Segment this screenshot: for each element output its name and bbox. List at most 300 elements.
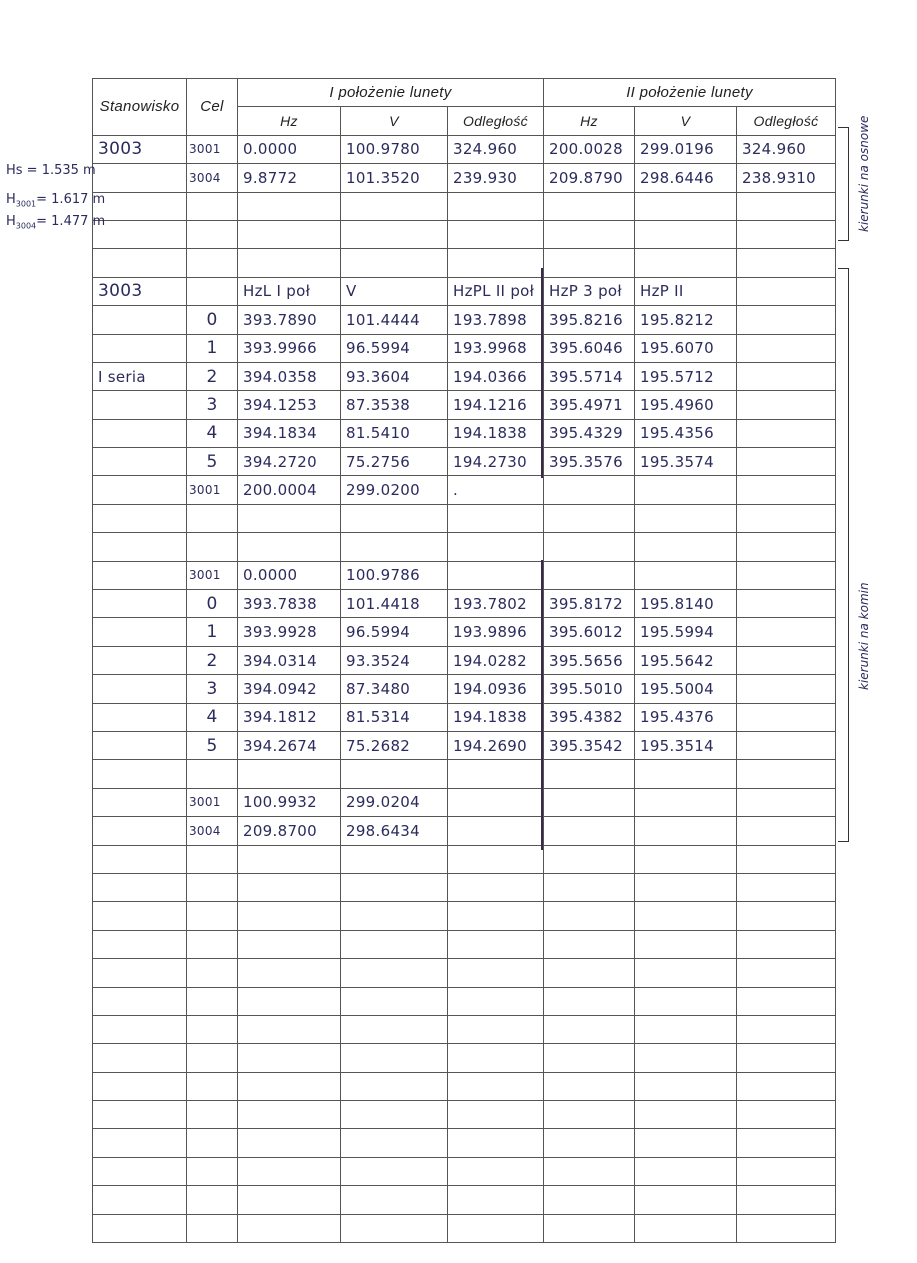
cell-stanowisko <box>93 646 187 674</box>
pen-divider-1 <box>541 268 543 478</box>
cell-odleglosc-1: 194.1838 <box>448 703 544 731</box>
cell-stanowisko <box>93 788 187 816</box>
cell-v-2 <box>635 959 737 987</box>
table-row <box>93 249 836 277</box>
cell-stanowisko <box>93 334 187 362</box>
cell-hz-2 <box>544 476 635 504</box>
cell-cel: 3004 <box>187 164 238 192</box>
cell-odleglosc-2 <box>737 1214 836 1242</box>
cell-cel: 3 <box>187 391 238 419</box>
cell-odleglosc-2 <box>737 1157 836 1185</box>
cell-cel <box>187 930 238 958</box>
cell-stanowisko <box>93 817 187 845</box>
cell-odleglosc-2 <box>737 788 836 816</box>
cell-stanowisko <box>93 1072 187 1100</box>
cell-odleglosc-1 <box>448 1157 544 1185</box>
header-hz-2: Hz <box>544 107 635 135</box>
cell-stanowisko <box>93 1157 187 1185</box>
cell-odleglosc-2 <box>737 675 836 703</box>
cell-hz-1: 394.0358 <box>238 362 341 390</box>
cell-odleglosc-2 <box>737 561 836 589</box>
cell-odleglosc-2 <box>737 731 836 759</box>
cell-stanowisko <box>93 164 187 192</box>
note-h3004-label: H <box>6 214 16 229</box>
cell-odleglosc-2 <box>737 220 836 248</box>
cell-v-2 <box>635 1157 737 1185</box>
cell-cel: 5 <box>187 731 238 759</box>
table-row <box>93 1157 836 1185</box>
cell-hz-1: 394.2674 <box>238 731 341 759</box>
cell-stanowisko <box>93 590 187 618</box>
cell-odleglosc-1: 194.0282 <box>448 646 544 674</box>
observation-table <box>92 78 836 1243</box>
note-h3004 <box>6 214 105 231</box>
cell-cel <box>187 533 238 561</box>
cell-odleglosc-2 <box>737 930 836 958</box>
cell-hz-1: 394.0942 <box>238 675 341 703</box>
cell-v-1 <box>341 249 448 277</box>
cell-v-2: 298.6446 <box>635 164 737 192</box>
cell-hz-2 <box>544 561 635 589</box>
header-odleglosc-1: Odległość <box>448 107 544 135</box>
cell-v-1: 100.9786 <box>341 561 448 589</box>
bracket-osnowa <box>838 127 849 241</box>
cell-v-2 <box>635 249 737 277</box>
table-row <box>93 845 836 873</box>
cell-cel <box>187 1015 238 1043</box>
table-row <box>93 220 836 248</box>
cell-odleglosc-2 <box>737 1186 836 1214</box>
table-row <box>93 164 836 192</box>
cell-cel: 3 <box>187 675 238 703</box>
cell-v-1: 87.3480 <box>341 675 448 703</box>
header-v-1: V <box>341 107 448 135</box>
cell-odleglosc-2 <box>737 249 836 277</box>
table-row <box>93 1015 836 1043</box>
cell-stanowisko <box>93 703 187 731</box>
cell-hz-2 <box>544 1044 635 1072</box>
table-row <box>93 703 836 731</box>
cell-hz-1 <box>238 1101 341 1129</box>
cell-hz-2 <box>544 1101 635 1129</box>
side-note-osnowe: kierunki na osnowe <box>857 115 871 232</box>
cell-v-2 <box>635 817 737 845</box>
cell-v-1 <box>341 220 448 248</box>
cell-stanowisko <box>93 476 187 504</box>
cell-stanowisko <box>93 902 187 930</box>
cell-odleglosc-1: 193.7898 <box>448 306 544 334</box>
cell-odleglosc-2: 324.960 <box>737 135 836 163</box>
cell-odleglosc-2 <box>737 646 836 674</box>
cell-odleglosc-2 <box>737 1072 836 1100</box>
note-hs: Hs = 1.535 m <box>6 163 96 178</box>
cell-cel <box>187 760 238 788</box>
cell-hz-2 <box>544 1129 635 1157</box>
cell-stanowisko <box>93 618 187 646</box>
header-group-1: I położenie lunety <box>238 79 544 107</box>
cell-odleglosc-1 <box>448 1101 544 1129</box>
header-group-2: II położenie lunety <box>544 79 836 107</box>
cell-cel <box>187 277 238 305</box>
cell-v-1 <box>341 845 448 873</box>
cell-hz-2 <box>544 1214 635 1242</box>
cell-cel: 0 <box>187 590 238 618</box>
cell-hz-1 <box>238 902 341 930</box>
cell-hz-2 <box>544 845 635 873</box>
cell-cel <box>187 959 238 987</box>
cell-cel: 3001 <box>187 135 238 163</box>
cell-cel: 3001 <box>187 476 238 504</box>
cell-hz-1 <box>238 1072 341 1100</box>
cell-hz-2 <box>544 902 635 930</box>
cell-hz-2 <box>544 504 635 532</box>
cell-v-2: HzP II <box>635 277 737 305</box>
cell-hz-1 <box>238 249 341 277</box>
cell-cel <box>187 845 238 873</box>
cell-hz-1 <box>238 873 341 901</box>
cell-odleglosc-2 <box>737 902 836 930</box>
cell-hz-2 <box>544 533 635 561</box>
cell-v-1 <box>341 760 448 788</box>
cell-v-2 <box>635 504 737 532</box>
cell-v-2: 299.0196 <box>635 135 737 163</box>
cell-v-1: 87.3538 <box>341 391 448 419</box>
cell-stanowisko: I seria <box>93 362 187 390</box>
cell-v-2 <box>635 987 737 1015</box>
cell-v-1 <box>341 959 448 987</box>
cell-hz-2 <box>544 192 635 220</box>
table-row <box>93 1129 836 1157</box>
cell-cel <box>187 902 238 930</box>
cell-v-2: 195.5642 <box>635 646 737 674</box>
cell-cel <box>187 1214 238 1242</box>
cell-hz-1: 0.0000 <box>238 561 341 589</box>
cell-cel <box>187 1157 238 1185</box>
cell-cel: 0 <box>187 306 238 334</box>
table-row <box>93 135 836 163</box>
table-row <box>93 192 836 220</box>
header-hz-1: Hz <box>238 107 341 135</box>
cell-odleglosc-2 <box>737 277 836 305</box>
cell-v-2 <box>635 1186 737 1214</box>
table-row <box>93 873 836 901</box>
cell-hz-2 <box>544 1072 635 1100</box>
cell-odleglosc-1: HzPL II poł <box>448 277 544 305</box>
table-row <box>93 334 836 362</box>
cell-v-1 <box>341 1072 448 1100</box>
cell-hz-1 <box>238 220 341 248</box>
cell-v-2 <box>635 1101 737 1129</box>
cell-v-1 <box>341 1101 448 1129</box>
table-row <box>93 561 836 589</box>
pen-divider-2 <box>541 560 543 850</box>
cell-odleglosc-2 <box>737 845 836 873</box>
cell-hz-1: 393.7890 <box>238 306 341 334</box>
cell-hz-2: 395.6012 <box>544 618 635 646</box>
cell-hz-1: 0.0000 <box>238 135 341 163</box>
cell-odleglosc-2 <box>737 1044 836 1072</box>
cell-odleglosc-2 <box>737 1129 836 1157</box>
note-h3004-sub: 3004 <box>15 221 37 231</box>
cell-odleglosc-1 <box>448 902 544 930</box>
table-row <box>93 306 836 334</box>
table-row <box>93 788 836 816</box>
cell-v-1 <box>341 930 448 958</box>
header-v-2: V <box>635 107 737 135</box>
cell-cel: 1 <box>187 334 238 362</box>
cell-hz-2: 200.0028 <box>544 135 635 163</box>
cell-odleglosc-1: 193.7802 <box>448 590 544 618</box>
cell-cel: 5 <box>187 448 238 476</box>
cell-v-1: 101.4444 <box>341 306 448 334</box>
cell-v-2: 195.8212 <box>635 306 737 334</box>
cell-cel: 2 <box>187 646 238 674</box>
cell-stanowisko <box>93 306 187 334</box>
cell-hz-1 <box>238 192 341 220</box>
cell-v-2 <box>635 845 737 873</box>
table-row <box>93 987 836 1015</box>
cell-v-2 <box>635 476 737 504</box>
cell-v-1: 93.3524 <box>341 646 448 674</box>
cell-stanowisko <box>93 391 187 419</box>
table-row <box>93 533 836 561</box>
cell-odleglosc-2 <box>737 873 836 901</box>
cell-v-2 <box>635 1129 737 1157</box>
cell-hz-1 <box>238 1186 341 1214</box>
cell-cel <box>187 504 238 532</box>
cell-hz-2: 395.8172 <box>544 590 635 618</box>
table-row <box>93 476 836 504</box>
cell-stanowisko <box>93 533 187 561</box>
cell-hz-1 <box>238 930 341 958</box>
cell-stanowisko <box>93 1214 187 1242</box>
cell-odleglosc-2 <box>737 959 836 987</box>
cell-cel <box>187 192 238 220</box>
cell-v-2 <box>635 902 737 930</box>
cell-odleglosc-1 <box>448 845 544 873</box>
cell-odleglosc-2 <box>737 1015 836 1043</box>
cell-hz-1 <box>238 1157 341 1185</box>
table-row <box>93 959 836 987</box>
cell-hz-1: 394.1812 <box>238 703 341 731</box>
cell-hz-2 <box>544 873 635 901</box>
cell-odleglosc-2 <box>737 362 836 390</box>
cell-hz-1 <box>238 845 341 873</box>
cell-v-2 <box>635 192 737 220</box>
bracket-komin <box>838 268 849 842</box>
cell-v-2 <box>635 1044 737 1072</box>
cell-stanowisko <box>93 731 187 759</box>
cell-hz-2 <box>544 1015 635 1043</box>
cell-v-2: 195.4376 <box>635 703 737 731</box>
table-row <box>93 277 836 305</box>
table-row <box>93 675 836 703</box>
cell-hz-1: 394.1253 <box>238 391 341 419</box>
table-row <box>93 731 836 759</box>
cell-stanowisko <box>93 873 187 901</box>
cell-odleglosc-2 <box>737 391 836 419</box>
cell-v-1 <box>341 873 448 901</box>
cell-odleglosc-1 <box>448 533 544 561</box>
cell-stanowisko <box>93 448 187 476</box>
table-row <box>93 1044 836 1072</box>
cell-odleglosc-2 <box>737 618 836 646</box>
cell-odleglosc-2 <box>737 760 836 788</box>
cell-v-2 <box>635 760 737 788</box>
cell-hz-2 <box>544 959 635 987</box>
cell-odleglosc-1 <box>448 192 544 220</box>
cell-odleglosc-2 <box>737 987 836 1015</box>
cell-odleglosc-2 <box>737 590 836 618</box>
cell-v-2 <box>635 1072 737 1100</box>
cell-v-2: 195.4960 <box>635 391 737 419</box>
cell-cel: 3004 <box>187 817 238 845</box>
cell-hz-2 <box>544 788 635 816</box>
table-row <box>93 817 836 845</box>
cell-odleglosc-1: 194.2690 <box>448 731 544 759</box>
cell-odleglosc-1 <box>448 1214 544 1242</box>
cell-stanowisko <box>93 504 187 532</box>
cell-stanowisko <box>93 1015 187 1043</box>
note-h3001-value: = 1.617 m <box>36 192 106 207</box>
cell-odleglosc-2 <box>737 504 836 532</box>
cell-hz-1: 100.9932 <box>238 788 341 816</box>
cell-stanowisko <box>93 192 187 220</box>
cell-hz-1: 394.1834 <box>238 419 341 447</box>
cell-hz-2: 395.5010 <box>544 675 635 703</box>
cell-odleglosc-2 <box>737 192 836 220</box>
cell-odleglosc-1 <box>448 1129 544 1157</box>
cell-stanowisko <box>93 1044 187 1072</box>
cell-hz-2: 395.3542 <box>544 731 635 759</box>
cell-v-2 <box>635 220 737 248</box>
cell-hz-1 <box>238 1129 341 1157</box>
cell-odleglosc-1: 239.930 <box>448 164 544 192</box>
cell-odleglosc-1 <box>448 1186 544 1214</box>
cell-cel <box>187 249 238 277</box>
cell-v-1: 96.5994 <box>341 334 448 362</box>
side-note-komin: kierunki na komin <box>857 582 871 690</box>
note-h3004-value: = 1.477 m <box>36 214 106 229</box>
cell-v-1: 101.3520 <box>341 164 448 192</box>
cell-odleglosc-1 <box>448 561 544 589</box>
table-row <box>93 590 836 618</box>
table-row <box>93 448 836 476</box>
cell-v-2: 195.3514 <box>635 731 737 759</box>
cell-v-1: 81.5410 <box>341 419 448 447</box>
cell-v-2 <box>635 1015 737 1043</box>
cell-odleglosc-2 <box>737 1101 836 1129</box>
header-row-groups <box>93 79 836 107</box>
table-row <box>93 902 836 930</box>
cell-v-2: 195.3574 <box>635 448 737 476</box>
cell-hz-2: 395.6046 <box>544 334 635 362</box>
cell-stanowisko: 3003 <box>93 277 187 305</box>
cell-hz-1 <box>238 1214 341 1242</box>
cell-stanowisko <box>93 561 187 589</box>
cell-cel: 4 <box>187 703 238 731</box>
cell-v-2: 195.5004 <box>635 675 737 703</box>
cell-odleglosc-1: 193.9896 <box>448 618 544 646</box>
cell-v-2: 195.5994 <box>635 618 737 646</box>
cell-v-1: V <box>341 277 448 305</box>
cell-cel: 3001 <box>187 561 238 589</box>
cell-stanowisko <box>93 959 187 987</box>
cell-stanowisko <box>93 1129 187 1157</box>
cell-cel <box>187 873 238 901</box>
cell-odleglosc-2 <box>737 448 836 476</box>
cell-odleglosc-2 <box>737 703 836 731</box>
cell-odleglosc-1 <box>448 873 544 901</box>
cell-odleglosc-2 <box>737 533 836 561</box>
cell-odleglosc-2: 238.9310 <box>737 164 836 192</box>
cell-hz-1: 393.9928 <box>238 618 341 646</box>
cell-v-1 <box>341 987 448 1015</box>
cell-stanowisko <box>93 845 187 873</box>
cell-v-2: 195.8140 <box>635 590 737 618</box>
table-body <box>93 79 836 1243</box>
table-row <box>93 1101 836 1129</box>
cell-cel <box>187 1186 238 1214</box>
table-row <box>93 504 836 532</box>
cell-v-1: 299.0200 <box>341 476 448 504</box>
cell-odleglosc-1 <box>448 220 544 248</box>
cell-cel: 3001 <box>187 788 238 816</box>
table-row <box>93 760 836 788</box>
cell-stanowisko <box>93 419 187 447</box>
note-h3001-sub: 3001 <box>15 199 37 209</box>
cell-odleglosc-1 <box>448 959 544 987</box>
cell-odleglosc-1: 193.9968 <box>448 334 544 362</box>
cell-odleglosc-1 <box>448 249 544 277</box>
cell-cel <box>187 987 238 1015</box>
table-row <box>93 362 836 390</box>
table-row <box>93 1214 836 1242</box>
cell-hz-1 <box>238 504 341 532</box>
cell-hz-1: 9.8772 <box>238 164 341 192</box>
cell-hz-2 <box>544 930 635 958</box>
cell-hz-1 <box>238 533 341 561</box>
cell-hz-1: 394.0314 <box>238 646 341 674</box>
cell-v-1: 81.5314 <box>341 703 448 731</box>
cell-v-2: 195.4356 <box>635 419 737 447</box>
cell-stanowisko <box>93 987 187 1015</box>
table-row <box>93 646 836 674</box>
cell-odleglosc-1: 194.0366 <box>448 362 544 390</box>
cell-hz-1: 200.0004 <box>238 476 341 504</box>
cell-odleglosc-1 <box>448 987 544 1015</box>
cell-stanowisko <box>93 220 187 248</box>
cell-stanowisko <box>93 675 187 703</box>
cell-odleglosc-1: 194.1216 <box>448 391 544 419</box>
cell-odleglosc-1: 194.0936 <box>448 675 544 703</box>
cell-hz-2 <box>544 1186 635 1214</box>
cell-hz-1 <box>238 959 341 987</box>
table-row <box>93 1186 836 1214</box>
cell-v-1 <box>341 1044 448 1072</box>
cell-hz-2: 209.8790 <box>544 164 635 192</box>
cell-v-1 <box>341 1015 448 1043</box>
cell-odleglosc-2 <box>737 334 836 362</box>
cell-cel <box>187 1072 238 1100</box>
cell-hz-2 <box>544 249 635 277</box>
cell-cel: 1 <box>187 618 238 646</box>
cell-odleglosc-1: 194.1838 <box>448 419 544 447</box>
cell-v-1: 299.0204 <box>341 788 448 816</box>
cell-cel <box>187 220 238 248</box>
cell-v-1: 75.2756 <box>341 448 448 476</box>
table-row <box>93 618 836 646</box>
